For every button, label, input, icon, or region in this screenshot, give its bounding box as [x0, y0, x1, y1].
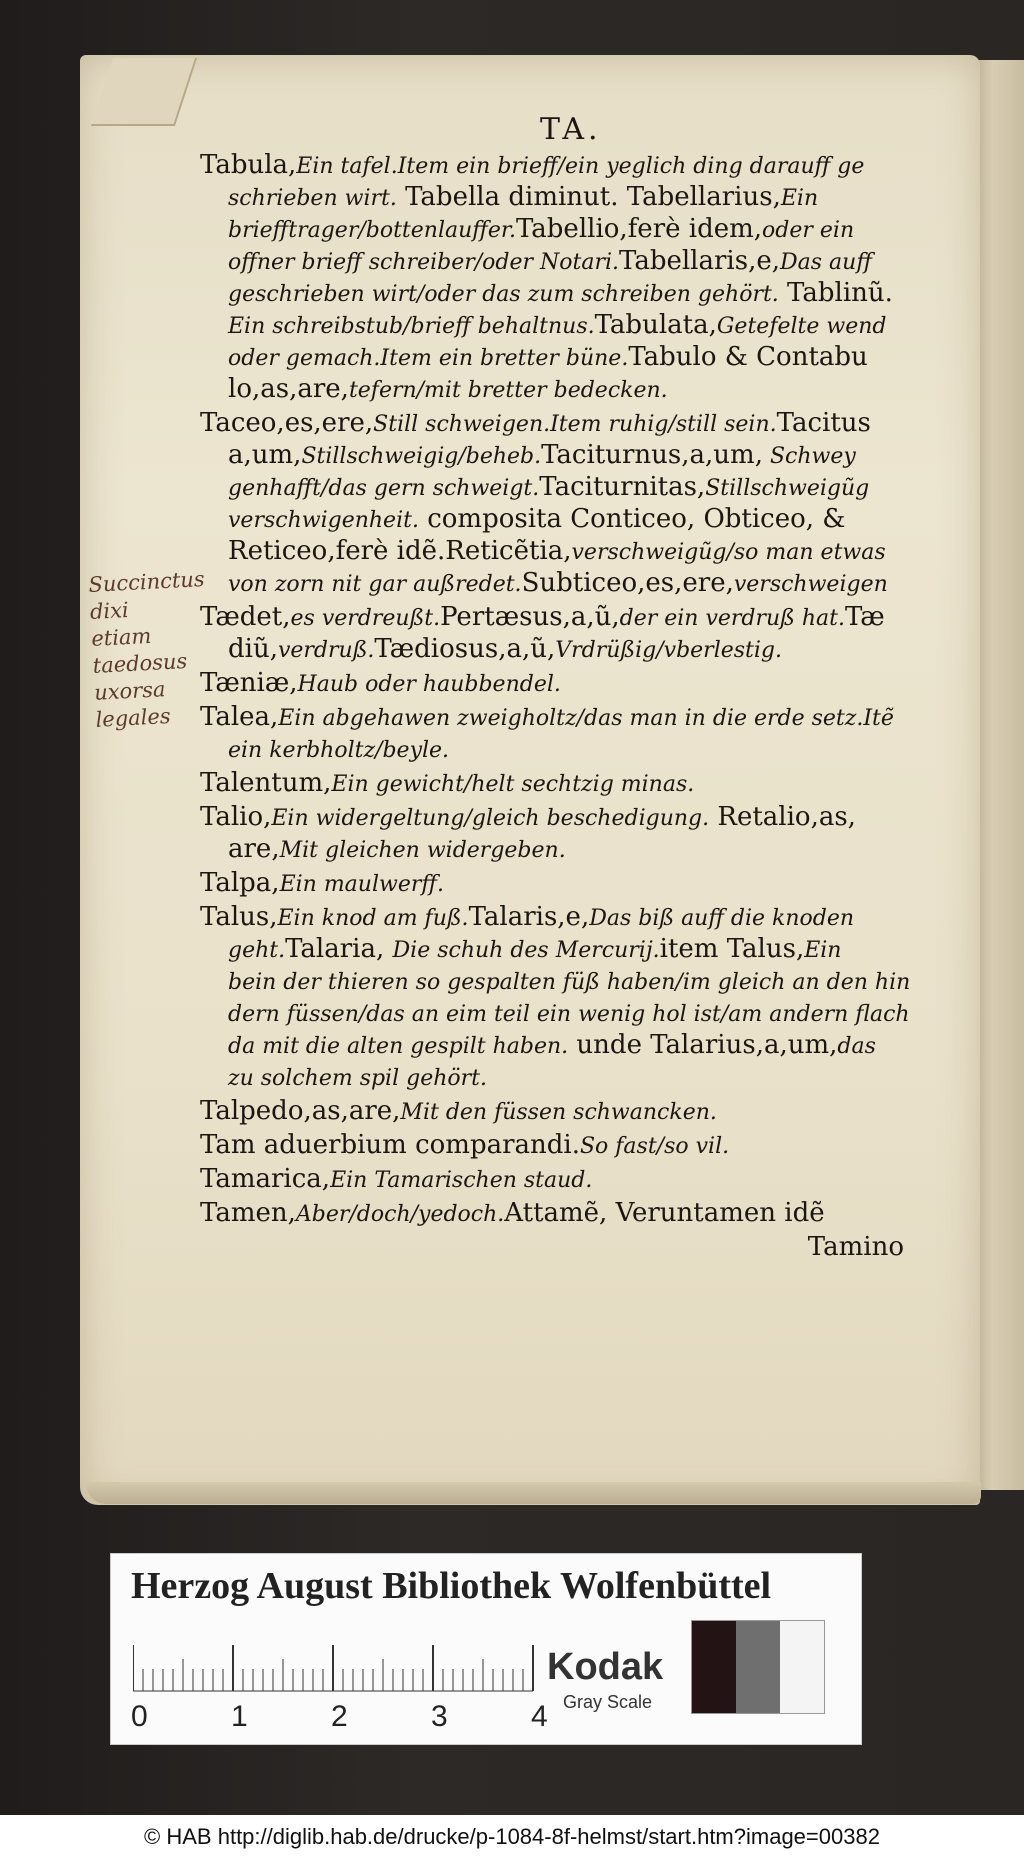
german-text: oder ein	[762, 218, 855, 243]
german-text: tefern/mit bretter bedecken.	[348, 378, 668, 403]
german-text: verschwigenheit.	[228, 508, 419, 533]
latin-text: Taciturnitas,	[539, 472, 706, 502]
latin-text: Taciturnus,a,um,	[541, 440, 763, 470]
text-line	[200, 408, 920, 440]
latin-text: Talio,	[200, 802, 272, 832]
dictionary-entry	[200, 1096, 920, 1128]
latin-text: a,um,	[228, 440, 302, 470]
latin-text: Talaria,	[285, 934, 393, 964]
latin-text: Tabula,	[200, 150, 297, 180]
german-text: geschrieben wirt/oder das zum schreiben gehört.	[228, 282, 779, 307]
german-text: es verdreußt.	[290, 606, 441, 631]
text-line	[200, 374, 920, 406]
text-line	[200, 1130, 920, 1162]
latin-text: Talaris,e,	[468, 902, 590, 932]
ruler-numbers	[131, 1700, 571, 1740]
library-name: Herzog August Bibliothek Wolfenbüttel	[131, 1565, 772, 1607]
german-text: Ein widergeltung/gleich beschedigung.	[271, 806, 710, 831]
text-line	[200, 998, 920, 1030]
latin-text: Tabellio,ferè idem,	[515, 214, 763, 244]
latin-text: Tablinũ.	[778, 278, 893, 308]
text-line	[200, 568, 920, 600]
text-line	[200, 472, 920, 504]
text-line	[200, 1198, 920, 1230]
german-text: Stillschweigig/beheb.	[301, 444, 542, 469]
german-text: Stillschweigũg	[705, 476, 870, 501]
german-text: Das auff	[780, 250, 872, 275]
latin-text: Tam aduerbium comparandi.	[200, 1130, 580, 1160]
latin-text: Tabulata,	[594, 310, 717, 340]
german-text: ein kerbholtz/beyle.	[228, 738, 450, 763]
dictionary-entry	[200, 702, 920, 766]
text-line	[200, 1062, 920, 1094]
german-text: Ein schreibstub/brieff behaltnus.	[228, 314, 595, 339]
german-text: Ein	[804, 938, 842, 963]
page-header: TA.	[540, 112, 602, 147]
ruler-number: 4	[531, 1700, 548, 1733]
german-text: Haub oder haubbendel.	[297, 672, 561, 697]
dictionary-entry	[200, 1198, 920, 1230]
margin-note: etiam	[90, 623, 152, 651]
dictionary-entry	[200, 802, 920, 866]
text-line	[200, 342, 920, 374]
german-text: Vrdrüßig/vberlestig.	[555, 638, 782, 663]
color-scale-card	[110, 1553, 862, 1745]
text-line	[200, 246, 920, 278]
latin-text: Tabulo & Contabu	[628, 342, 868, 372]
text-line	[200, 768, 920, 800]
dictionary-entry	[200, 1130, 920, 1162]
german-text: Mit den füssen schwancken.	[400, 1100, 717, 1125]
latin-text: are,	[228, 834, 280, 864]
german-text: verdruß.	[277, 638, 375, 663]
text-line	[200, 966, 920, 998]
dictionary-entry	[200, 868, 920, 900]
german-text: zu solchem spil gehört.	[228, 1066, 487, 1091]
text-line	[200, 602, 920, 634]
german-text: Ein abgehawen zweigholtz/das man in die erde setz.Itẽ	[278, 706, 894, 731]
gray-scale-label: Gray Scale	[563, 1692, 653, 1712]
latin-text: Tædiosus,a,ũ,	[374, 634, 556, 664]
latin-text: Tæniæ,	[200, 668, 298, 698]
latin-text: Reticeo,ferè idẽ.Reticẽtia,	[228, 536, 572, 566]
german-text: von zorn nit gar außredet.	[228, 572, 522, 597]
latin-text: lo,as,are,	[228, 374, 349, 404]
german-text: Ein Tamarischen staud.	[330, 1168, 593, 1193]
handwritten-margin-notes	[88, 564, 246, 734]
text-line	[200, 802, 920, 834]
ruler-number: 2	[331, 1700, 348, 1733]
dictionary-entry	[200, 1164, 920, 1196]
latin-text: Tamen,	[200, 1198, 296, 1228]
latin-text: item Talus,	[659, 934, 805, 964]
german-text: bein der thieren so gespalten füß haben/im gleich an den hin	[228, 970, 911, 995]
german-text: dern füssen/das an eim teil ein wenig hol ist/am andern flach	[228, 1002, 910, 1027]
text-line	[200, 934, 920, 966]
latin-text: Tamarica,	[200, 1164, 331, 1194]
dictionary-text	[200, 150, 920, 1263]
german-text: offner brieff schreiber/oder Notari.	[228, 250, 620, 275]
text-line	[200, 182, 920, 214]
german-text: Getefelte wend	[716, 314, 887, 339]
latin-text: Attamẽ, Veruntamen idẽ	[504, 1198, 825, 1228]
german-text: schrieben wirt.	[228, 186, 397, 211]
ruler-number: 1	[231, 1700, 248, 1733]
text-line	[200, 278, 920, 310]
latin-text: Talus,	[200, 902, 278, 932]
german-text: der ein verdruß hat.	[619, 606, 845, 631]
latin-text: Tabellaris,e,	[619, 246, 781, 276]
text-line	[200, 834, 920, 866]
ruler-number: 3	[431, 1700, 448, 1733]
german-text: Schwey	[762, 444, 856, 469]
latin-text: Talpa,	[200, 868, 280, 898]
latin-text: unde Talarius,a,um,	[568, 1030, 838, 1060]
margin-note: legales	[94, 703, 172, 732]
margin-note: Succinctus dixi	[87, 566, 206, 624]
copyright-footer: © HAB http://diglib.hab.de/drucke/p-1084-8f-helmst/start.htm?image=00382	[0, 1815, 1024, 1859]
dictionary-entry	[200, 602, 920, 666]
text-line	[200, 702, 920, 734]
german-text: oder gemach.Item ein bretter büne.	[228, 346, 629, 371]
latin-text: Tædet,	[200, 602, 291, 632]
german-text: geht.	[228, 938, 286, 963]
german-text: Aber/doch/yedoch.	[295, 1202, 505, 1227]
dictionary-entry	[200, 668, 920, 700]
gray-swatch	[692, 1621, 736, 1713]
catchword: Tamino	[807, 1232, 904, 1262]
german-text: Das biß auff die knoden	[589, 906, 855, 931]
latin-text: Taceo,es,ere,	[200, 408, 374, 438]
latin-text: Tæ	[844, 602, 885, 632]
latin-text: Tabella diminut. Tabellarius,	[396, 182, 781, 212]
ruler-number: 0	[131, 1700, 148, 1733]
latin-text: Tacitus	[776, 408, 871, 438]
text-line	[200, 868, 920, 900]
kodak-logo: Kodak	[547, 1646, 664, 1688]
text-line	[200, 214, 920, 246]
text-line	[200, 1096, 920, 1128]
latin-text: Pertæsus,a,ũ,	[440, 602, 620, 632]
german-text: Mit gleichen widergeben.	[279, 838, 566, 863]
german-text: verschweigen	[733, 572, 888, 597]
german-text: briefftrager/bottenlauffer.	[228, 218, 516, 243]
latin-text: Talea,	[200, 702, 279, 732]
gray-swatch	[736, 1621, 780, 1713]
latin-text: Retalio,as,	[709, 802, 856, 832]
german-text: da mit die alten gespilt haben.	[228, 1034, 569, 1059]
text-line	[200, 734, 920, 766]
german-text: das	[837, 1034, 876, 1059]
text-line	[200, 536, 920, 568]
german-text: Still schweigen.Item ruhig/still sein.	[373, 412, 777, 437]
ruler-ticks	[133, 1644, 553, 1692]
margin-note: taedosus uxorsa	[92, 648, 188, 705]
latin-text: composita Conticeo, Obticeo, &	[418, 504, 846, 534]
dictionary-entry	[200, 768, 920, 800]
german-text: Ein	[780, 186, 819, 211]
german-text: Ein knod am fuß.	[277, 906, 469, 931]
text-line	[200, 504, 920, 536]
page-bottom-edge	[86, 1482, 981, 1504]
text-line	[200, 902, 920, 934]
german-text: Ein tafel.Item ein brieff/ein yeglich ding darauff ge	[296, 154, 865, 179]
german-text: Ein gewicht/helt sechtzig minas.	[331, 772, 695, 797]
text-line	[200, 634, 920, 666]
german-text: verschweigũg/so man etwas	[571, 540, 886, 565]
text-line	[200, 1164, 920, 1196]
dictionary-entry	[200, 408, 920, 600]
text-line	[200, 310, 920, 342]
text-line	[200, 668, 920, 700]
text-line	[200, 440, 920, 472]
text-line	[200, 1030, 920, 1062]
dictionary-entry	[200, 150, 920, 406]
gray-swatches	[691, 1620, 825, 1714]
latin-text: Talentum,	[200, 768, 332, 798]
latin-text: Subticeo,es,ere,	[521, 568, 734, 598]
german-text: genhafft/das gern schweigt.	[228, 476, 540, 501]
text-line	[200, 150, 920, 182]
gray-swatch	[780, 1621, 824, 1713]
german-text: Ein maulwerff.	[279, 872, 444, 897]
latin-text: diũ,	[228, 634, 278, 664]
latin-text: Talpedo,as,are,	[200, 1096, 401, 1126]
german-text: Die schuh des Mercurij.	[392, 938, 660, 963]
dictionary-entry	[200, 902, 920, 1094]
german-text: So fast/so vil.	[579, 1134, 730, 1159]
